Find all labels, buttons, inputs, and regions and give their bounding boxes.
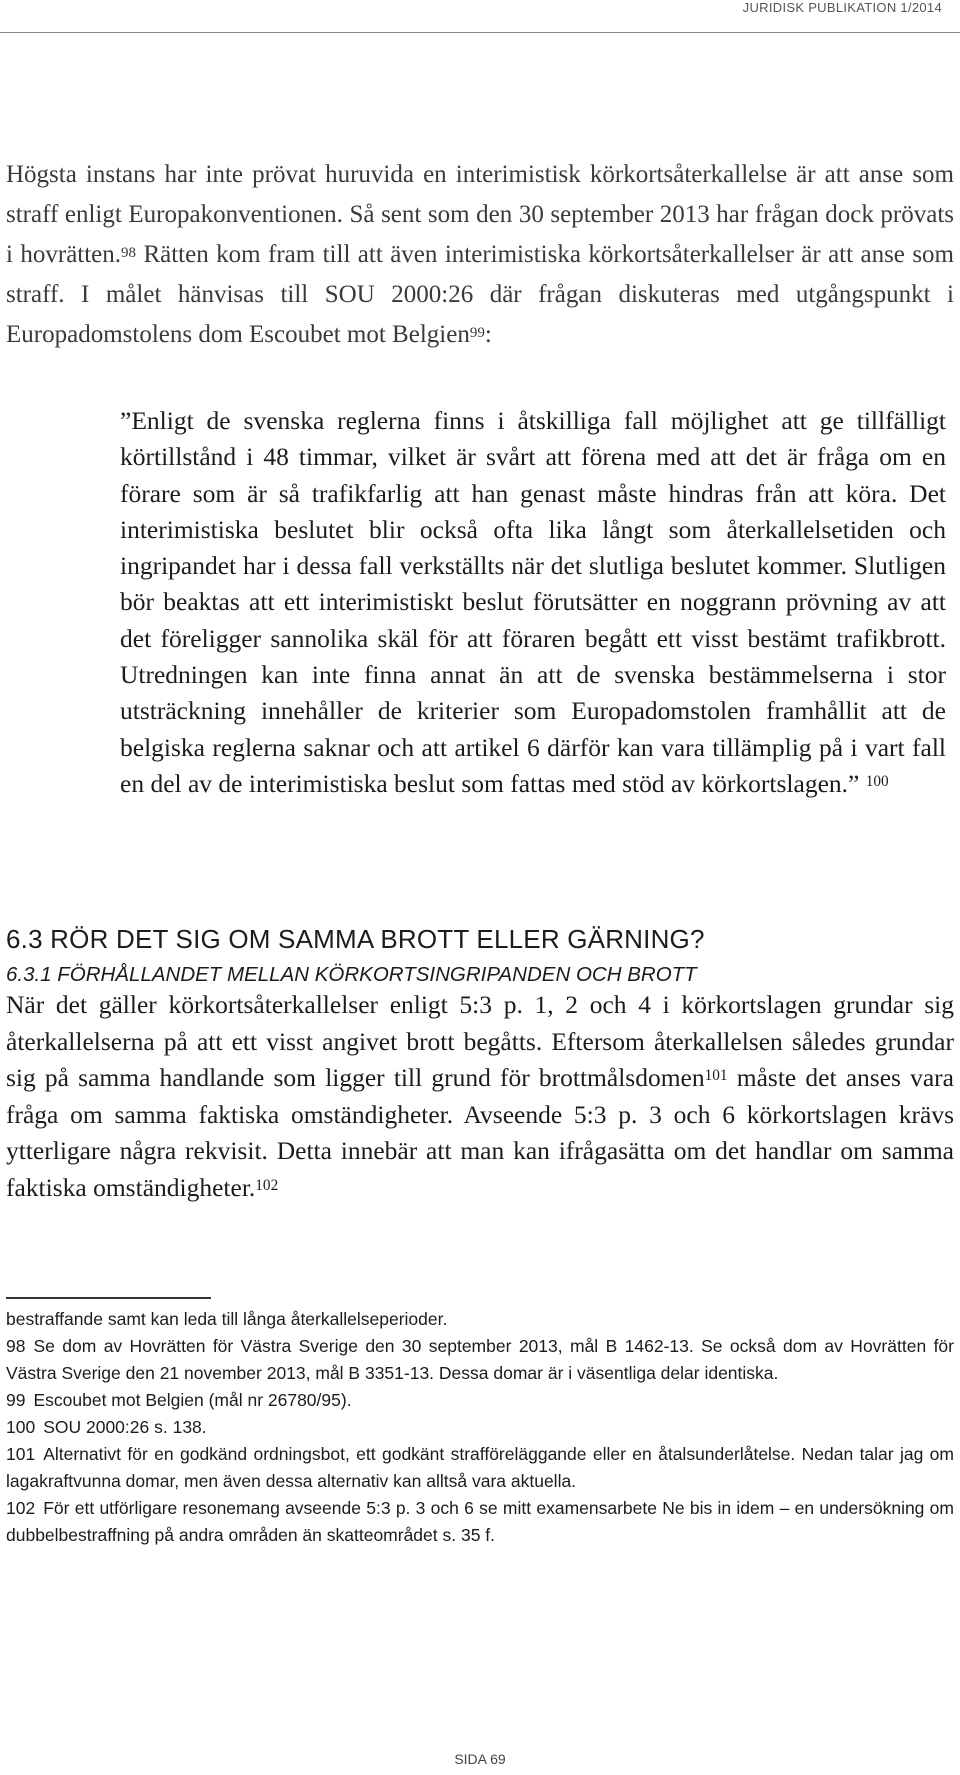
block-quote	[120, 403, 946, 802]
footnote-text: Alternativt för en godkänd ordningsbot, ett godkänt strafföreläggande eller en åtalsunderlåtelse. Nedan talar jag om lagakraftvunna domar, men även dessa alternativ kan alltså vara aktuella.	[6, 1444, 954, 1491]
intro-paragraph	[6, 155, 954, 355]
footnote-number: 98	[6, 1336, 26, 1356]
footnote-ref-99: 99	[469, 325, 485, 341]
footnotes	[6, 1306, 954, 1549]
intro-text-1: Högsta instans har inte prövat huruvida en interimistisk körkortsåterkallelse är att anse som straff enligt Europakonventionen. Så sent som den 30 september 2013 har frågan dock prövats i hovrätten.	[6, 161, 954, 268]
footnote-text: SOU 2000:26 s. 138.	[43, 1417, 207, 1437]
page-number: SIDA 69	[454, 1751, 506, 1767]
section-heading: 6.3 RÖR DET SIG OM SAMMA BROTT ELLER GÄRNING?	[6, 924, 705, 954]
footnote-number: 99	[6, 1390, 26, 1410]
running-title: JURIDISK PUBLIKATION 1/2014	[742, 0, 942, 15]
footnote-number: 102	[6, 1498, 36, 1518]
footnote-rule	[6, 1297, 211, 1299]
subsection-heading: 6.3.1 FÖRHÅLLANDET MELLAN KÖRKORTSINGRIPANDEN OCH BROTT	[6, 963, 697, 986]
intro-text-2: Rätten kom fram till att även interimistiska körkortsåterkallelser är att anse som straff. I målet hänvisas till SOU 2000:26 där frågan diskuteras med utgångspunkt i Europadomstolens dom Escoubet mot Belgien	[6, 241, 954, 348]
footnote-102	[6, 1495, 954, 1549]
section-text-1: När det gäller körkortsåterkallelser enligt 5:3 p. 1, 2 och 4 i körkortslagen grundar sig återkallelserna på att ett visst angivet brott begåtts. Eftersom återkallelsen således grundar sig på samma handlande som ligger till grund för brottmålsdomen	[6, 990, 954, 1092]
footnote-101	[6, 1441, 954, 1495]
footnote-99	[6, 1387, 954, 1414]
footnote-number: 100	[6, 1417, 36, 1437]
footnote-ref-100: 100	[865, 772, 889, 790]
footnote-ref-102: 102	[255, 1176, 279, 1194]
footnote-text: Se dom av Hovrätten för Västra Sverige den 30 september 2013, mål B 1462-13. Se också dom av Hovrätten för Västra Sverige den 21 november 2013, mål B 3351-13. Dessa domar är i väsentliga delar identiska.	[6, 1336, 954, 1383]
footnote-text: För ett utförligare resonemang avseende 5:3 p. 3 och 6 se mitt examensarbete Ne bis in idem – en undersökning om dubbelbestraffning på andra områden än skatteområdet s. 35 f.	[6, 1498, 954, 1545]
footnote-ref-101: 101	[704, 1067, 728, 1084]
quote-text: ”Enligt de svenska reglerna finns i åtskilliga fall möjlighet att ge tillfälligt körtillstånd i 48 timmar, vilket är svårt att förena med att det är fråga om en förare som är så trafikfarlig att han genast måste hindras från att köra. Det interimistiska beslutet blir också ofta lika långt som återkallelsetiden och ingripandet har i dessa fall verkställts när det slutliga beslutet kommer. Slutligen bör beaktas att ett interimistiskt beslut förutsätter en noggrann prövning av att det föreligger sannolika skäl för att föraren begått ett visst bestämt trafikbrott. Utredningen kan inte finna annat än att de svenska bestämmelserna i stor utsträckning innehåller de kriterier som Europadomstolen framhållit att de belgiska reglerna saknar och att artikel 6 därför kan vara tillämplig på i vart fall en del av de interimistiska beslut som fattas med stöd av körkortslagen.”	[120, 406, 946, 798]
footnote-100	[6, 1414, 954, 1441]
footnote-text: Escoubet mot Belgien (mål nr 26780/95).	[33, 1390, 352, 1410]
footnote-number: 101	[6, 1444, 36, 1464]
header-rule	[0, 32, 960, 33]
intro-text-3: :	[484, 321, 492, 348]
footnote-continuation: bestraffande samt kan leda till långa återkallelseperioder.	[6, 1309, 448, 1329]
section-paragraph	[6, 987, 954, 1206]
section-text-2: måste det anses vara fråga om samma faktiska omständigheter. Avseende 5:3 p. 3 och 6 körkortslagen krävs ytterligare några rekvisit. Detta innebär att man kan ifrågasätta om det handlar om samma faktiska omständigheter.	[6, 1063, 954, 1202]
footnote-98	[6, 1333, 954, 1387]
footnote-ref-98: 98	[121, 245, 137, 261]
